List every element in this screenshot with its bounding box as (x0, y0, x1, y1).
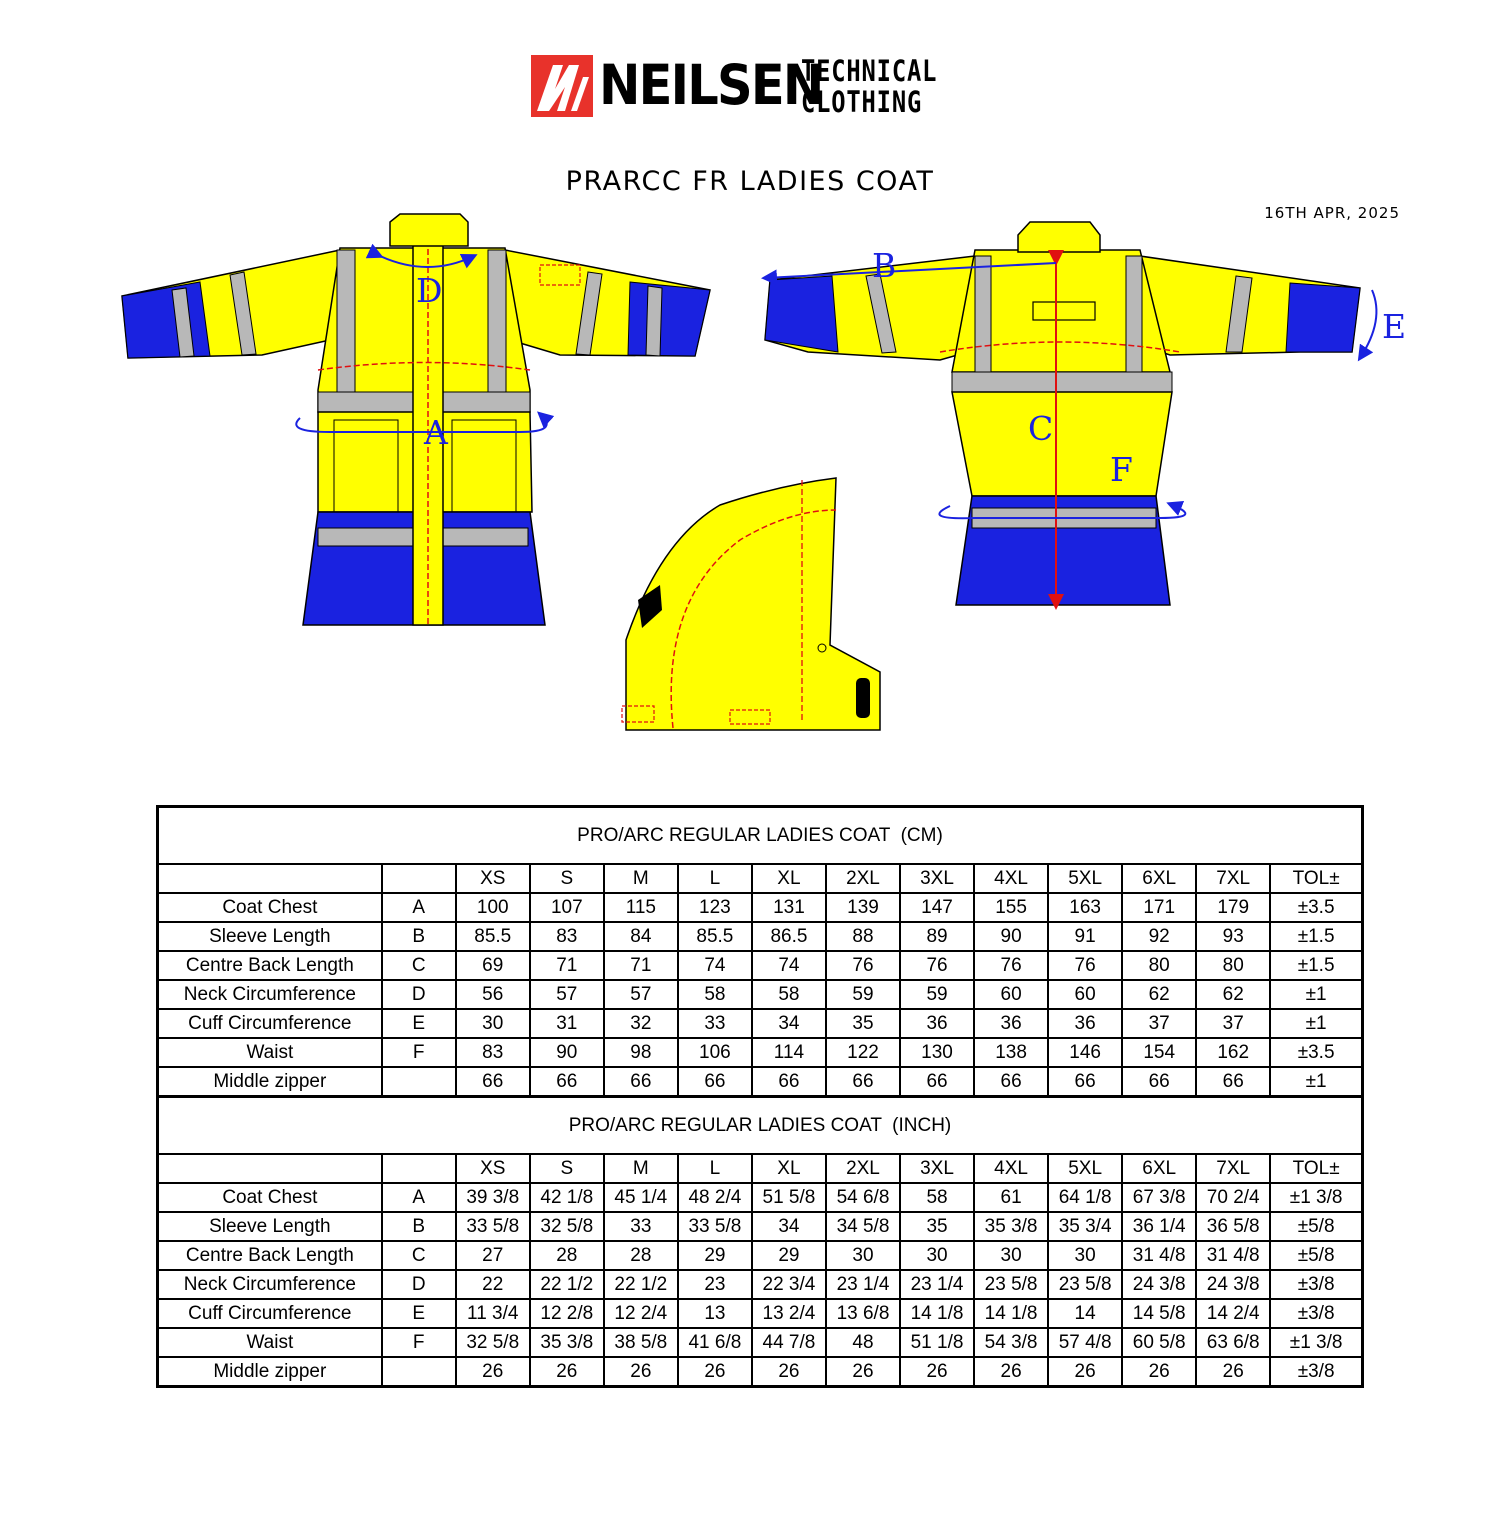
measurement-value-cell: 31 (530, 1009, 604, 1038)
measurement-value-cell: 66 (1122, 1067, 1196, 1097)
measurement-value-cell: 29 (678, 1241, 752, 1270)
measurement-value-cell: ±1.5 (1270, 922, 1362, 951)
measurement-value-cell: 27 (456, 1241, 530, 1270)
table-row (158, 1270, 1363, 1299)
measurement-value-cell: 138 (974, 1038, 1048, 1067)
measurement-value-cell: 88 (826, 922, 900, 951)
measurement-value-cell: 67 3/8 (1122, 1183, 1196, 1212)
label-E: E (1382, 307, 1407, 346)
measurement-value-cell: 56 (456, 980, 530, 1009)
measurement-name-cell: Middle zipper (158, 1357, 382, 1387)
measurement-value-cell: 54 6/8 (826, 1183, 900, 1212)
measurement-value-cell: 48 (826, 1328, 900, 1357)
measurement-value-cell: 66 (1048, 1067, 1122, 1097)
measurement-value-cell: 36 (1048, 1009, 1122, 1038)
measurement-value-cell: 22 1/2 (530, 1270, 604, 1299)
measurement-name-cell: Waist (158, 1328, 382, 1357)
measurement-code-cell: D (382, 980, 456, 1009)
measurement-value-cell: 37 (1196, 1009, 1270, 1038)
measurement-value-cell: 36 5/8 (1196, 1212, 1270, 1241)
measurement-value-cell: ±3.5 (1270, 1038, 1362, 1067)
table-header-cell: M (604, 864, 678, 893)
measurement-value-cell: ±1 (1270, 1067, 1362, 1097)
table-row (158, 980, 1363, 1009)
measurement-value-cell: 62 (1122, 980, 1196, 1009)
document-date: 16TH APR, 2025 (1264, 204, 1400, 222)
measurement-value-cell: ±5/8 (1270, 1212, 1362, 1241)
label-A: A (424, 413, 448, 452)
table-header-cell: XL (752, 864, 826, 893)
measurement-value-cell: 35 (826, 1009, 900, 1038)
measurement-value-cell: 66 (604, 1067, 678, 1097)
measurement-value-cell: 14 (1048, 1299, 1122, 1328)
measurement-value-cell: 34 5/8 (826, 1212, 900, 1241)
measurement-value-cell: 14 1/8 (900, 1299, 974, 1328)
measurement-value-cell: 34 (752, 1009, 826, 1038)
measurement-value-cell: 32 5/8 (456, 1328, 530, 1357)
table-header-cell: 5XL (1048, 1154, 1122, 1183)
measurement-value-cell: 85.5 (678, 922, 752, 951)
measurement-value-cell: 83 (456, 1038, 530, 1067)
measurement-name-cell: Sleeve Length (158, 922, 382, 951)
measurement-name-cell: Centre Back Length (158, 951, 382, 980)
measurement-value-cell: ±3.5 (1270, 893, 1362, 922)
measurement-value-cell: 162 (1196, 1038, 1270, 1067)
measurement-value-cell: 122 (826, 1038, 900, 1067)
measurement-value-cell: 66 (530, 1067, 604, 1097)
table-row (158, 1067, 1363, 1097)
measurement-value-cell: 14 5/8 (1122, 1299, 1196, 1328)
table-header-cell: L (678, 864, 752, 893)
measurement-code-cell: F (382, 1328, 456, 1357)
document-title: PRARCC FR LADIES COAT (565, 166, 935, 197)
measurement-value-cell: 93 (1196, 922, 1270, 951)
measurement-value-cell: 45 1/4 (604, 1183, 678, 1212)
measurement-code-cell: A (382, 893, 456, 922)
measurement-value-cell: 115 (604, 893, 678, 922)
measurement-value-cell: 26 (974, 1357, 1048, 1387)
table-header-cell (158, 864, 382, 893)
table-row (158, 893, 1363, 922)
measurement-value-cell: 83 (530, 922, 604, 951)
measurement-value-cell: 26 (530, 1357, 604, 1387)
measurement-value-cell: 30 (826, 1241, 900, 1270)
measurement-value-cell: ±1 (1270, 1009, 1362, 1038)
measurement-code-cell: D (382, 1270, 456, 1299)
brand-subtitle-line2: CLOTHING (801, 85, 923, 119)
measurement-value-cell: 123 (678, 893, 752, 922)
measurement-value-cell: 54 3/8 (974, 1328, 1048, 1357)
measurement-value-cell: 155 (974, 893, 1048, 922)
measurement-value-cell: 26 (678, 1357, 752, 1387)
measurement-value-cell: 13 6/8 (826, 1299, 900, 1328)
table-header-cell: 6XL (1122, 1154, 1196, 1183)
measurement-value-cell: 69 (456, 951, 530, 980)
measurement-value-cell: 13 (678, 1299, 752, 1328)
table-row (158, 1038, 1363, 1067)
measurement-value-cell: 70 2/4 (1196, 1183, 1270, 1212)
measurement-value-cell: 29 (752, 1241, 826, 1270)
size-spec-table (156, 805, 1364, 1388)
table-section-title-row (158, 1097, 1363, 1155)
table-header-row (158, 1154, 1363, 1183)
measurement-value-cell: 80 (1196, 951, 1270, 980)
measurement-value-cell: 26 (456, 1357, 530, 1387)
measurement-value-cell: 28 (604, 1241, 678, 1270)
label-F: F (1110, 450, 1133, 489)
table-header-cell (382, 864, 456, 893)
table-header-cell: 7XL (1196, 1154, 1270, 1183)
measurement-value-cell: 11 3/4 (456, 1299, 530, 1328)
measurement-code-cell: F (382, 1038, 456, 1067)
measurement-value-cell: ±3/8 (1270, 1357, 1362, 1387)
measurement-value-cell: 31 4/8 (1196, 1241, 1270, 1270)
back-view (765, 222, 1406, 606)
table-header-cell (158, 1154, 382, 1183)
table-section-title: PRO/ARC REGULAR LADIES COAT (INCH) (158, 1097, 1363, 1155)
measurement-value-cell: 61 (974, 1183, 1048, 1212)
label-D: D (416, 271, 443, 310)
measurement-value-cell: 66 (456, 1067, 530, 1097)
measurement-value-cell: ±3/8 (1270, 1299, 1362, 1328)
measurement-value-cell: 60 (1048, 980, 1122, 1009)
table-header-cell (382, 1154, 456, 1183)
measurement-value-cell: 84 (604, 922, 678, 951)
table-header-cell: TOL± (1270, 1154, 1362, 1183)
measurement-value-cell: 22 1/2 (604, 1270, 678, 1299)
measurement-value-cell: 23 5/8 (1048, 1270, 1122, 1299)
measurement-value-cell: 58 (752, 980, 826, 1009)
measurement-name-cell: Coat Chest (158, 1183, 382, 1212)
table-header-cell: 2XL (826, 864, 900, 893)
measurement-value-cell: ±1 3/8 (1270, 1328, 1362, 1357)
table-row (158, 922, 1363, 951)
measurement-value-cell: 76 (826, 951, 900, 980)
table-header-cell: XL (752, 1154, 826, 1183)
front-view (122, 214, 710, 625)
table-row (158, 1009, 1363, 1038)
table-header-cell: 3XL (900, 864, 974, 893)
measurement-value-cell: 60 (974, 980, 1048, 1009)
measurement-value-cell: 23 (678, 1270, 752, 1299)
measurement-value-cell: 24 3/8 (1122, 1270, 1196, 1299)
measurement-name-cell: Neck Circumference (158, 980, 382, 1009)
measurement-value-cell: 36 (900, 1009, 974, 1038)
measurement-value-cell: 64 1/8 (1048, 1183, 1122, 1212)
measurement-value-cell: 30 (974, 1241, 1048, 1270)
label-B: B (872, 246, 897, 285)
measurement-value-cell: 66 (900, 1067, 974, 1097)
hood-view (622, 478, 880, 730)
measurement-value-cell: 154 (1122, 1038, 1196, 1067)
measurement-value-cell: 66 (826, 1067, 900, 1097)
measurement-value-cell: ±3/8 (1270, 1270, 1362, 1299)
measurement-value-cell: 74 (752, 951, 826, 980)
measurement-value-cell: 71 (604, 951, 678, 980)
table-row (158, 1241, 1363, 1270)
table-header-cell: 2XL (826, 1154, 900, 1183)
measurement-value-cell: 106 (678, 1038, 752, 1067)
measurement-value-cell: 30 (456, 1009, 530, 1038)
measurement-value-cell: 35 (900, 1212, 974, 1241)
measurement-value-cell: 114 (752, 1038, 826, 1067)
measurement-value-cell: 98 (604, 1038, 678, 1067)
measurement-value-cell: 51 1/8 (900, 1328, 974, 1357)
measurement-code-cell (382, 1357, 456, 1387)
measurement-value-cell: 107 (530, 893, 604, 922)
measurement-value-cell: 57 4/8 (1048, 1328, 1122, 1357)
measurement-value-cell: 51 5/8 (752, 1183, 826, 1212)
table-row (158, 1183, 1363, 1212)
measurement-name-cell: Waist (158, 1038, 382, 1067)
measurement-name-cell: Middle zipper (158, 1067, 382, 1097)
measurement-value-cell: 22 (456, 1270, 530, 1299)
measurement-value-cell: 48 2/4 (678, 1183, 752, 1212)
measurement-name-cell: Coat Chest (158, 893, 382, 922)
measurement-value-cell: 28 (530, 1241, 604, 1270)
table-row (158, 1299, 1363, 1328)
measurement-value-cell: 12 2/8 (530, 1299, 604, 1328)
measurement-name-cell: Neck Circumference (158, 1270, 382, 1299)
table-header-cell: 6XL (1122, 864, 1196, 893)
measurement-name-cell: Sleeve Length (158, 1212, 382, 1241)
measurement-value-cell: 26 (826, 1357, 900, 1387)
measurement-value-cell: ±1 (1270, 980, 1362, 1009)
measurement-value-cell: 100 (456, 893, 530, 922)
measurement-value-cell: 59 (826, 980, 900, 1009)
hood-shape (626, 478, 880, 730)
measurement-value-cell: 36 (974, 1009, 1048, 1038)
measurement-value-cell: 57 (604, 980, 678, 1009)
measurement-value-cell: 26 (1122, 1357, 1196, 1387)
measurement-value-cell: 33 5/8 (456, 1212, 530, 1241)
measurement-value-cell: 91 (1048, 922, 1122, 951)
table-header-cell: XS (456, 864, 530, 893)
measurement-value-cell: 33 (678, 1009, 752, 1038)
table-header-cell: S (530, 1154, 604, 1183)
measurement-value-cell: 85.5 (456, 922, 530, 951)
measurement-value-cell: 146 (1048, 1038, 1122, 1067)
table-header-cell: 5XL (1048, 864, 1122, 893)
table-row (158, 1212, 1363, 1241)
measurement-value-cell: 26 (604, 1357, 678, 1387)
table-row (158, 1328, 1363, 1357)
measurement-value-cell: 76 (900, 951, 974, 980)
measurement-value-cell: 171 (1122, 893, 1196, 922)
measurement-value-cell: 23 1/4 (826, 1270, 900, 1299)
measurement-value-cell: 22 3/4 (752, 1270, 826, 1299)
measurement-value-cell: 90 (974, 922, 1048, 951)
measurement-value-cell: 179 (1196, 893, 1270, 922)
measurement-code-cell (382, 1067, 456, 1097)
table-header-cell: 4XL (974, 1154, 1048, 1183)
table-section-title-row (158, 807, 1363, 865)
size-spec-body (158, 807, 1363, 1387)
measurement-value-cell: 26 (1196, 1357, 1270, 1387)
measurement-value-cell: 37 (1122, 1009, 1196, 1038)
measurement-value-cell: 39 3/8 (456, 1183, 530, 1212)
measurement-value-cell: ±1.5 (1270, 951, 1362, 980)
measurement-value-cell: 76 (1048, 951, 1122, 980)
measurement-value-cell: 38 5/8 (604, 1328, 678, 1357)
measurement-value-cell: 59 (900, 980, 974, 1009)
measurement-value-cell: 58 (900, 1183, 974, 1212)
measurement-value-cell: 26 (752, 1357, 826, 1387)
measurement-value-cell: 147 (900, 893, 974, 922)
measurement-value-cell: 34 (752, 1212, 826, 1241)
measurement-value-cell: 131 (752, 893, 826, 922)
measurement-value-cell: 14 1/8 (974, 1299, 1048, 1328)
table-row (158, 951, 1363, 980)
brand-subtitle-line1: TECHNICAL (801, 54, 938, 88)
measurement-value-cell: 76 (974, 951, 1048, 980)
measurement-value-cell: 35 3/8 (974, 1212, 1048, 1241)
measurement-value-cell: 89 (900, 922, 974, 951)
measurement-value-cell: 14 2/4 (1196, 1299, 1270, 1328)
brand-name: NEILSEN (599, 53, 823, 117)
measurement-value-cell: 66 (752, 1067, 826, 1097)
measurement-name-cell: Cuff Circumference (158, 1009, 382, 1038)
measurement-value-cell: 60 5/8 (1122, 1328, 1196, 1357)
measurement-value-cell: 57 (530, 980, 604, 1009)
measurement-value-cell: 35 3/4 (1048, 1212, 1122, 1241)
measurement-value-cell: ±5/8 (1270, 1241, 1362, 1270)
measurement-value-cell: 139 (826, 893, 900, 922)
measurement-code-cell: B (382, 1212, 456, 1241)
measurement-value-cell: 42 1/8 (530, 1183, 604, 1212)
measurement-value-cell: 62 (1196, 980, 1270, 1009)
measurement-value-cell: 63 6/8 (1196, 1328, 1270, 1357)
measurement-value-cell: 23 5/8 (974, 1270, 1048, 1299)
measurement-code-cell: E (382, 1009, 456, 1038)
measurement-value-cell: 31 4/8 (1122, 1241, 1196, 1270)
measurement-value-cell: 80 (1122, 951, 1196, 980)
measurement-value-cell: 33 5/8 (678, 1212, 752, 1241)
measurement-code-cell: C (382, 951, 456, 980)
measurement-value-cell: 30 (1048, 1241, 1122, 1270)
table-header-cell: 4XL (974, 864, 1048, 893)
measurement-value-cell: 71 (530, 951, 604, 980)
measurement-value-cell: 35 3/8 (530, 1328, 604, 1357)
measurement-value-cell: 13 2/4 (752, 1299, 826, 1328)
measurement-value-cell: 26 (900, 1357, 974, 1387)
table-header-cell: XS (456, 1154, 530, 1183)
measurement-value-cell: 58 (678, 980, 752, 1009)
measurement-value-cell: 66 (678, 1067, 752, 1097)
measurement-value-cell: 86.5 (752, 922, 826, 951)
measurement-value-cell: 66 (974, 1067, 1048, 1097)
measurement-value-cell: 66 (1196, 1067, 1270, 1097)
measurement-code-cell: A (382, 1183, 456, 1212)
table-header-cell: TOL± (1270, 864, 1362, 893)
label-C: C (1028, 409, 1054, 448)
table-header-cell: 7XL (1196, 864, 1270, 893)
measurement-value-cell: 12 2/4 (604, 1299, 678, 1328)
measurement-code-cell: B (382, 922, 456, 951)
measurement-code-cell: E (382, 1299, 456, 1328)
measurement-value-cell: 130 (900, 1038, 974, 1067)
table-section-title: PRO/ARC REGULAR LADIES COAT (CM) (158, 807, 1363, 865)
measurement-value-cell: 92 (1122, 922, 1196, 951)
table-header-row (158, 864, 1363, 893)
measurement-value-cell: 33 (604, 1212, 678, 1241)
measurement-code-cell: C (382, 1241, 456, 1270)
measurement-value-cell: 44 7/8 (752, 1328, 826, 1357)
measurement-value-cell: 32 5/8 (530, 1212, 604, 1241)
table-header-cell: M (604, 1154, 678, 1183)
measurement-name-cell: Cuff Circumference (158, 1299, 382, 1328)
measurement-value-cell: 90 (530, 1038, 604, 1067)
table-row (158, 1357, 1363, 1387)
table-header-cell: 3XL (900, 1154, 974, 1183)
measurement-name-cell: Centre Back Length (158, 1241, 382, 1270)
table-header-cell: S (530, 864, 604, 893)
measurement-value-cell: 30 (900, 1241, 974, 1270)
measurement-value-cell: ±1 3/8 (1270, 1183, 1362, 1212)
measurement-value-cell: 26 (1048, 1357, 1122, 1387)
measurement-value-cell: 36 1/4 (1122, 1212, 1196, 1241)
measurement-value-cell: 74 (678, 951, 752, 980)
measurement-value-cell: 24 3/8 (1196, 1270, 1270, 1299)
measurement-value-cell: 32 (604, 1009, 678, 1038)
measurement-value-cell: 41 6/8 (678, 1328, 752, 1357)
measurement-value-cell: 163 (1048, 893, 1122, 922)
measurement-value-cell: 23 1/4 (900, 1270, 974, 1299)
table-header-cell: L (678, 1154, 752, 1183)
